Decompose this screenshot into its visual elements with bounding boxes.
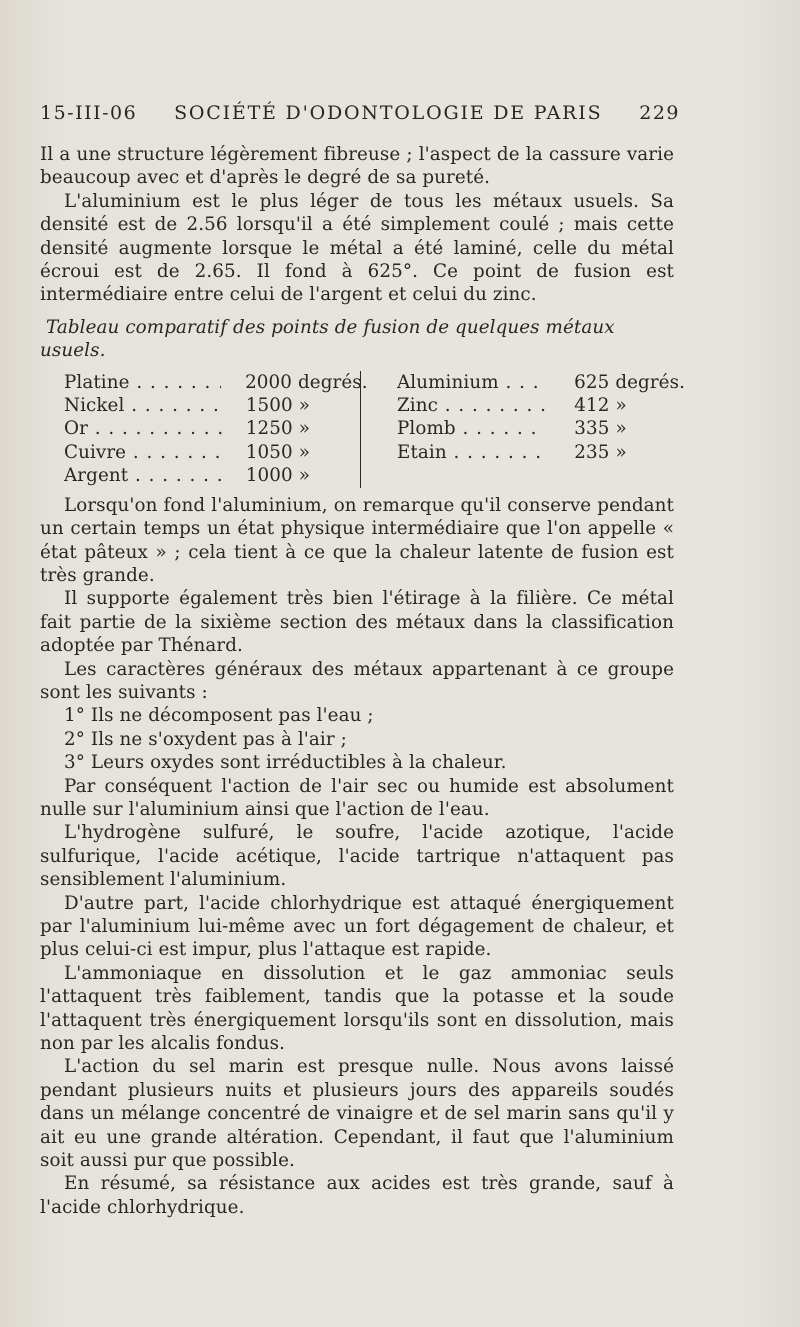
metal-name: Argent . . . [64,464,222,487]
unit: degrés. [298,371,368,393]
metal-name: Zinc . . . [397,394,546,417]
metal-name: Aluminium . . . [397,371,546,394]
melting-points-table [64,371,685,488]
paragraph: Lorsqu'on fond l'aluminium, on remarque qu'il conserve pendant un certain temps un état physique intermédiaire que l'on appelle « état pâteux » ; cela tient à ce que la chaleur latente de fusion est très grande. [40,494,674,586]
unit: » [298,465,311,487]
paragraph: En résumé, sa résistance aux acides est très grande, sauf à l'acide chlorhydrique. [40,1173,674,1218]
paragraph: D'autre part, l'acide chlorhydrique est attaqué énergiquement par l'aluminium lui-même avec un fort dégagement de chaleur, et plus celui-ci est impur, plus l'attaque est rapide. [40,892,674,961]
paragraph: L'ammoniaque en dissolution et le gaz ammoniac seuls l'attaquent très faiblement, tandis que la potasse et la soude l'attaquent très énergiquement lorsqu'ils sont en dissolution, mais non par les alcalis fondus. [40,962,674,1055]
table-column-right [397,371,685,488]
table-row [64,464,352,487]
running-header [40,102,680,124]
table-row [64,417,352,440]
melting-value: 335 [574,418,610,440]
unit: degrés. [615,371,685,393]
paragraph: Par conséquent l'action de l'air sec ou humide est absolument nulle sur l'aluminium ainsi que l'action de l'eau. [40,775,674,820]
table-caption: Tableau comparatif des points de fusion de quelques métaux usuels. [40,316,615,362]
table-column-left [64,371,368,488]
paragraph: L'aluminium est le plus léger de tous les métaux usuels. Sa densité est de 2.56 lorsqu'il a été simplement coulé ; mais cette densité augmente lorsque le métal a été laminé, celle du métal écroui est de 2.65. Il fond à 625°. Ce point de fusion est intermédiaire entre celui de l'argent et celui du zinc. [40,190,674,306]
melting-value: 1050 [245,441,293,463]
unit: » [615,418,627,440]
list-item: 2° Ils ne s'oxydent pas à l'air ; [64,728,347,750]
table-row [397,417,685,440]
table-row [397,394,685,417]
unit: » [298,418,311,440]
metal-name: Nickel . . . [64,394,222,417]
unit: » [615,441,627,463]
metal-name: Or . . . [64,417,222,440]
header-title: SOCIÉTÉ D'ODONTOLOGIE DE PARIS [174,102,603,124]
melting-value: 235 [574,441,610,463]
page-body [40,143,685,1219]
list-item: 3° Leurs oxydes sont irréductibles à la chaleur. [64,752,507,774]
table-row [64,371,368,394]
melting-value: 1500 [245,395,293,417]
table-row [397,371,685,394]
metal-name: Etain . . . [397,441,546,464]
unit: » [298,441,311,463]
melting-value: 412 [574,395,610,417]
list-item: 1° Ils ne décomposent pas l'eau ; [64,705,374,727]
paragraph: Il supporte également très bien l'étirage à la filière. Ce métal fait partie de la sixième section des métaux dans la classification adoptée par Thénard. [40,588,674,657]
paragraph: Il a une structure légèrement fibreuse ; l'aspect de la cassure varie beaucoup avec et d'après le degré de sa pureté. [40,144,674,189]
melting-value: 2000 [245,371,292,393]
table-row [64,394,352,417]
table-row [397,441,685,464]
melting-value: 1000 [245,465,293,487]
melting-value: 625 [574,371,610,393]
paragraph: L'action du sel marin est presque nulle. Nous avons laissé pendant plusieurs nuits et plusieurs jours des appareils soudés dans un mélange concentré de vinaigre et de sel marin sans qu'il y ait eu une grande altération. Cependant, il faut que l'aluminium soit aussi pur que possible. [40,1056,674,1172]
table-row [64,441,352,464]
paragraph: Les caractères généraux des métaux appartenant à ce groupe sont les suivants : [40,658,674,703]
header-date: 15-III-06 [40,102,138,124]
unit: » [615,395,627,417]
unit: » [298,395,311,417]
metal-name: Plomb . . . [397,417,546,440]
melting-value: 1250 [245,418,293,440]
paragraph: L'hydrogène sulfuré, le soufre, l'acide azotique, l'acide sulfurique, l'acide acétique, l'acide tartrique n'attaquent pas sensiblement l'aluminium. [40,822,674,891]
metal-name: Cuivre . . . [64,441,222,464]
metal-name: Platine . . . [64,371,221,394]
page-number: 229 [639,102,680,124]
